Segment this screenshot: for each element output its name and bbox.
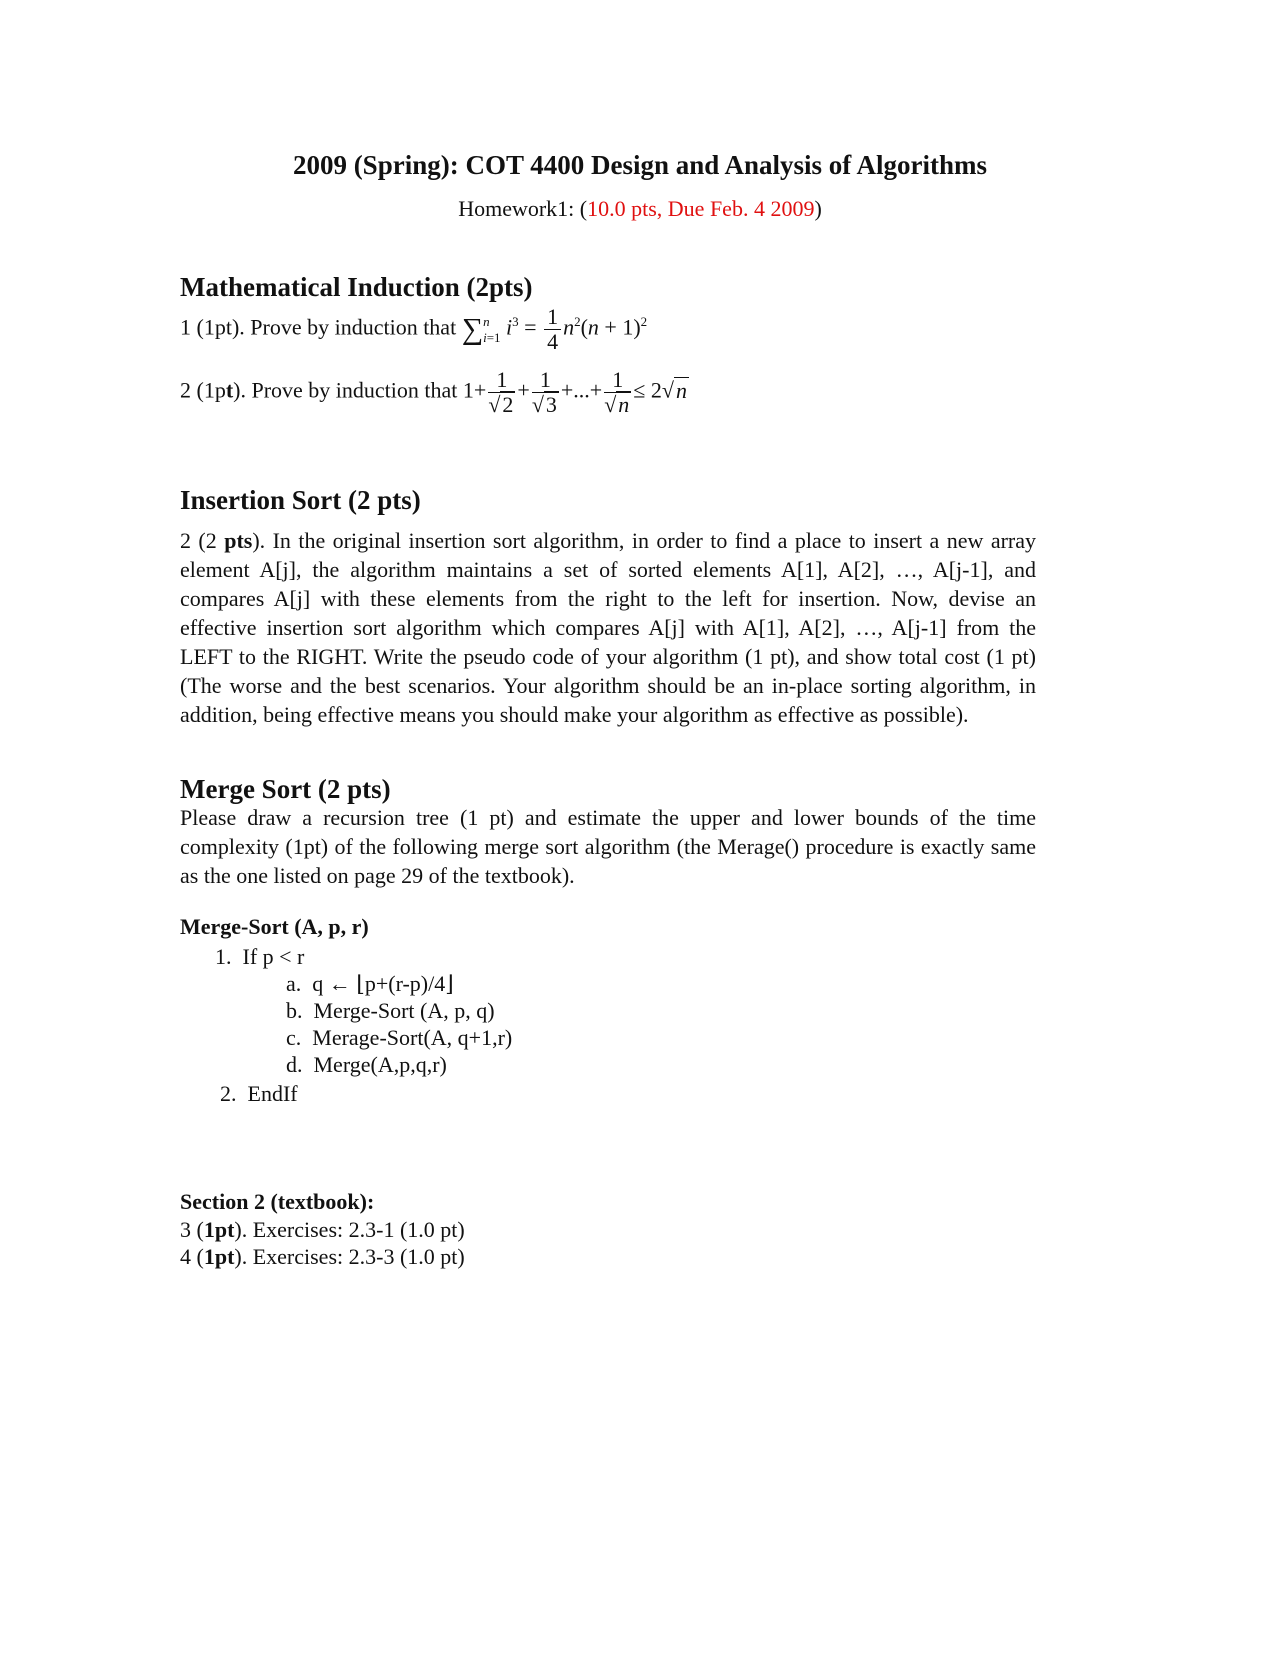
sum-bounds: n i=1	[483, 313, 501, 345]
item-1-bold: 1pt	[203, 1217, 235, 1242]
subtitle-suffix: )	[814, 196, 822, 221]
subtitle-prefix: Homework1: (	[458, 196, 588, 221]
insertion-p-start: 2 (2	[180, 528, 225, 553]
sub-c-text: Merage-Sort(A, q+1,r)	[312, 1025, 513, 1050]
due-date-note: 10.0 pts, Due Feb. 4 2009	[587, 196, 815, 221]
insertion-paragraph	[180, 526, 1036, 729]
insertion-heading: Insertion Sort (2 pts)	[180, 485, 421, 515]
section2-heading: Section 2 (textbook):	[180, 1189, 375, 1214]
item-1-num: 3 (	[180, 1217, 204, 1242]
item-2-text: ). Exercises: 2.3-3 (1.0 pt)	[234, 1244, 465, 1269]
sub-b-label: b.	[286, 998, 303, 1023]
code-line-2-text: EndIf	[247, 1081, 298, 1106]
item-2-bold: 1pt	[203, 1244, 235, 1269]
code-sub-c	[286, 1024, 512, 1051]
page-title: 2009 (Spring): COT 4400 Design and Analysis of Algorithms	[292, 150, 988, 180]
code-line-2-num: 2.	[220, 1081, 237, 1106]
q1-text: 1 (1pt). Prove by induction that	[180, 314, 462, 340]
item-2-num: 4 (	[180, 1244, 204, 1269]
insertion-p-bold: pts	[224, 528, 253, 553]
q2-text-a: 2 (1p	[180, 377, 226, 403]
page-subtitle	[0, 196, 1280, 222]
code-sub-b	[286, 997, 495, 1024]
sum-symbol: ∑	[461, 312, 484, 346]
fraction-root-3: $\frac{1}{√3}$	[531, 367, 557, 417]
code-sub-a	[286, 970, 454, 997]
q2-text-b: t	[225, 377, 234, 403]
section2-item-2	[180, 1243, 465, 1270]
code-line-1-text: If p < r	[242, 944, 305, 969]
section2-item-1	[180, 1216, 465, 1243]
sub-b-text: Merge-Sort (A, p, q)	[313, 998, 495, 1023]
merge-heading: Merge Sort (2 pts)	[180, 774, 391, 804]
sub-a-label: a.	[286, 971, 302, 996]
sub-c-label: c.	[286, 1025, 302, 1050]
code-sub-d	[286, 1051, 447, 1078]
sub-a-text: q ← ⌊p+(r-p)/4⌋	[312, 971, 454, 996]
induction-question-1: 1 (1pt). Prove by induction that ∑ n i=1 $i^3$ = $\frac{1}{4}$ $n^2(n + 1)^2$	[180, 304, 648, 354]
code-line-2	[220, 1080, 298, 1107]
code-line-1-num: 1.	[215, 944, 232, 969]
insertion-p-rest: ). In the original insertion sort algorithm, in order to find a place to insert a new array element A[j], the algorithm maintains a set of sorted elements A[1], A[2], …, A[j-1], and compares A[j] with these elements from the right to the left for insertion. Now, devise an effective insertion sort algorithm which compares A[j] with A[1], A[2], …, A[j-1] from the LEFT to the RIGHT. Write the pseudo code of your algorithm (1 pt), and show total cost (1 pt) (The worse and the best scenarios. Your algorithm should be an in-place sorting algorithm, in addition, being effective means you should make your algorithm as effective as possible).	[180, 528, 1037, 727]
fraction-quarter: $\frac{1}{4}$	[544, 305, 561, 354]
fraction-root-n: $\frac{1}{√n}$	[604, 367, 630, 417]
item-1-text: ). Exercises: 2.3-1 (1.0 pt)	[234, 1217, 465, 1242]
merge-paragraph: Please draw a recursion tree (1 pt) and estimate the upper and lower bounds of the time complexity (1pt) of the following merge sort algorithm (the Merage() procedure is exactly same as the one listed on page 29 of the textbook).	[180, 805, 1036, 888]
code-line-1	[215, 943, 304, 970]
fraction-root-2: $\frac{1}{√2}$	[488, 367, 514, 417]
induction-heading: Mathematical Induction (2pts)	[180, 272, 533, 302]
sub-d-label: d.	[286, 1052, 303, 1077]
q2-text-c: ). Prove by induction that 1+	[233, 377, 487, 403]
code-title: Merge-Sort (A, p, r)	[180, 914, 369, 939]
induction-question-2: 2 (1pt). Prove by induction that 1+ $\frac{1}{√2}$ + $\frac{1}{√3}$ +...+ $\frac{1}{√n}$ ≤ 2√n	[180, 367, 687, 417]
sub-d-text: Merge(A,p,q,r)	[313, 1052, 447, 1077]
